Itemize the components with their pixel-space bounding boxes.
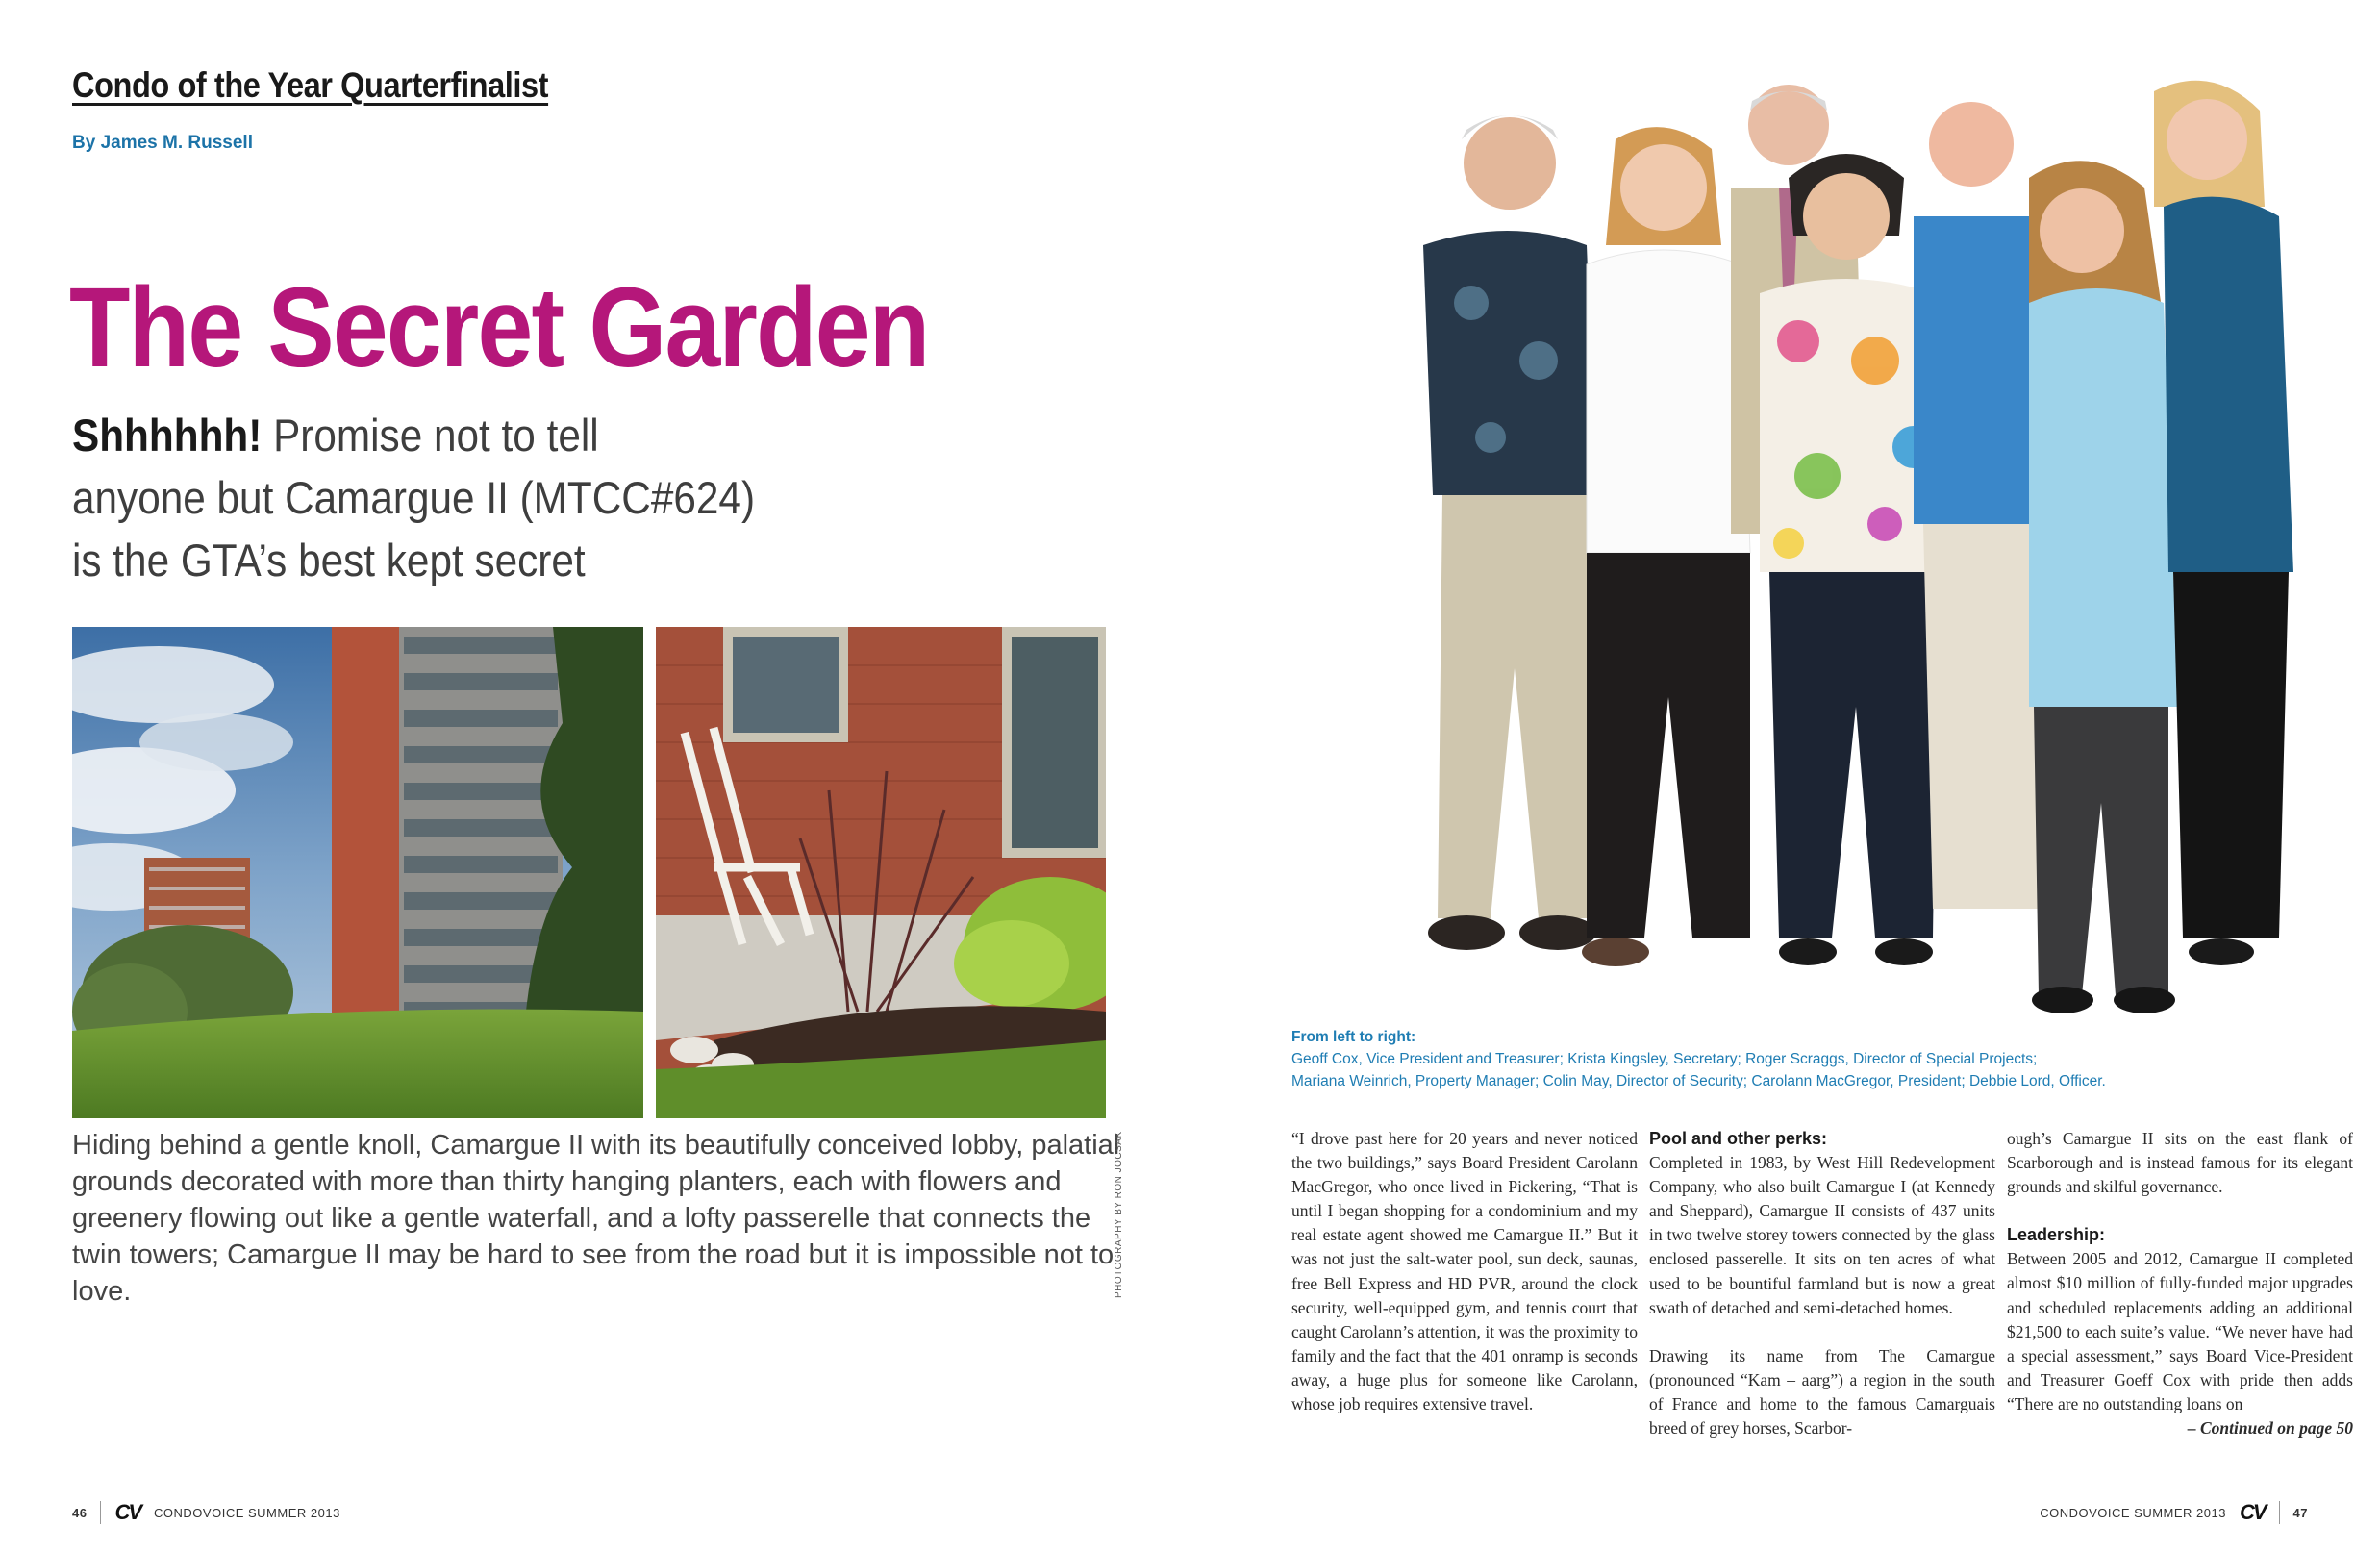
page-number-left: 46 <box>72 1505 88 1520</box>
column-2-para-2: Drawing its name from The Camargue (pronounced “Kam – aarg”) a region in the south of France and home to the famous Camarguais breed of grey horses, Scarbor- <box>1649 1345 1995 1438</box>
building-photo <box>72 627 643 1118</box>
continued-link[interactable]: – Continued on page 50 <box>2187 1418 2353 1438</box>
person-1 <box>1423 115 1596 950</box>
section-kicker: Condo of the Year Quarterfinalist <box>72 65 549 105</box>
column-3-para-2: Between 2005 and 2012, Camargue II completed almost $10 million of fully-funded major upgrades and scheduled replacements adding an additional $21,500 to each suite’s value. “We never have had a special assessment,” says Board Vice-President and Treasurer Goeff Cox with pride then adds “There are no outstanding loans on <box>2007 1249 2353 1413</box>
body-column-2 <box>1649 1127 1995 1440</box>
folio-divider-right <box>2279 1501 2280 1524</box>
issue-label-right: CONDOVOICE SUMMER 2013 <box>2040 1505 2226 1520</box>
person-6 <box>2029 161 2178 1013</box>
caption-line2: Mariana Weinrich, Property Manager; Colin May, Director of Security; Carolann MacGregor, President; Debbie Lord, Officer. <box>1291 1073 2106 1089</box>
person-2 <box>1582 127 1750 966</box>
subhead-line1: Promise not to tell <box>262 410 599 461</box>
headline: The Secret Garden <box>69 264 929 391</box>
cv-logo-right: CV <box>2239 1500 2266 1524</box>
caption-line1: Geoff Cox, Vice President and Treasurer; Krista Kingsley, Secretary; Roger Scraggs, Director of Special Projects; <box>1291 1051 2038 1067</box>
person-5 <box>1914 102 2048 909</box>
subhead-line3: is the GTA’s best kept secret <box>72 535 586 586</box>
issue-label-left: CONDOVOICE SUMMER 2013 <box>154 1505 340 1520</box>
column-3-para-1: ough’s Camargue II sits on the east flank of Scarborough and is instead famous for its elegant grounds and skilful governance. <box>2007 1129 2353 1197</box>
body-column-1 <box>1291 1127 1638 1416</box>
caption-title: From left to right: <box>1291 1029 1416 1045</box>
board-group-photo <box>1298 72 2308 1014</box>
folio-divider <box>100 1501 101 1524</box>
folio-left <box>72 1500 340 1525</box>
heading-pool-perks: Pool and other perks: <box>1649 1129 1828 1148</box>
column-2-para-1: Completed in 1983, by West Hill Redevelopment Company, who also built Camargue I (at Kennedy and Sheppard), Camargue II consists of 437 units in two twelve storey towers connected by the glass enclosed passerelle. It sits on ten acres of what used to be bountiful farmland but is now a great swath of detached and semi-detached homes. <box>1649 1153 1995 1317</box>
subhead-line2: anyone but Camargue II (MTCC#624) <box>72 472 756 523</box>
folio-right <box>2040 1500 2308 1525</box>
body-column-3 <box>2007 1127 2353 1440</box>
cv-logo: CV <box>114 1500 141 1524</box>
garden-photo <box>656 627 1106 1118</box>
photo-credit: PHOTOGRAPHY BY RON JOCSAK <box>1114 1131 1124 1298</box>
lead-paragraph: Hiding behind a gentle knoll, Camargue II with its beautifully conceived lobby, palatial grounds decorated with more than thirty hanging planters, each with flowers and greenery flowing out like a gentle waterfall, and a lofty passerelle that connects the twin towers; Camargue II may be hard to see from the road but it is impossible not to love. <box>72 1130 1120 1307</box>
person-7 <box>2154 81 2293 965</box>
heading-leadership: Leadership: <box>2007 1225 2106 1245</box>
photo-caption <box>1291 1026 2106 1092</box>
subhead <box>72 404 755 591</box>
byline: By James M. Russell <box>72 133 253 153</box>
page-number-right: 47 <box>2292 1505 2308 1520</box>
column-1-text: “I drove past here for 20 years and never noticed the two buildings,” says Board President Carolann MacGregor, who once lived in Pickering, “That is until I began shopping for a condominium and my real estate agent showed me Camargue II.” But it was not just the salt-water pool, sun deck, saunas, free Bell Express and HD PVR, around the clock security, well-equipped gym, and tennis court that caught Carolann’s attention, it was the proximity to family and the fact that the 401 onramp is seconds away, a huge plus for someone like Carolann, whose job requires extensive travel. <box>1291 1129 1638 1414</box>
subhead-emphasis: Shhhhhh! <box>72 410 263 461</box>
